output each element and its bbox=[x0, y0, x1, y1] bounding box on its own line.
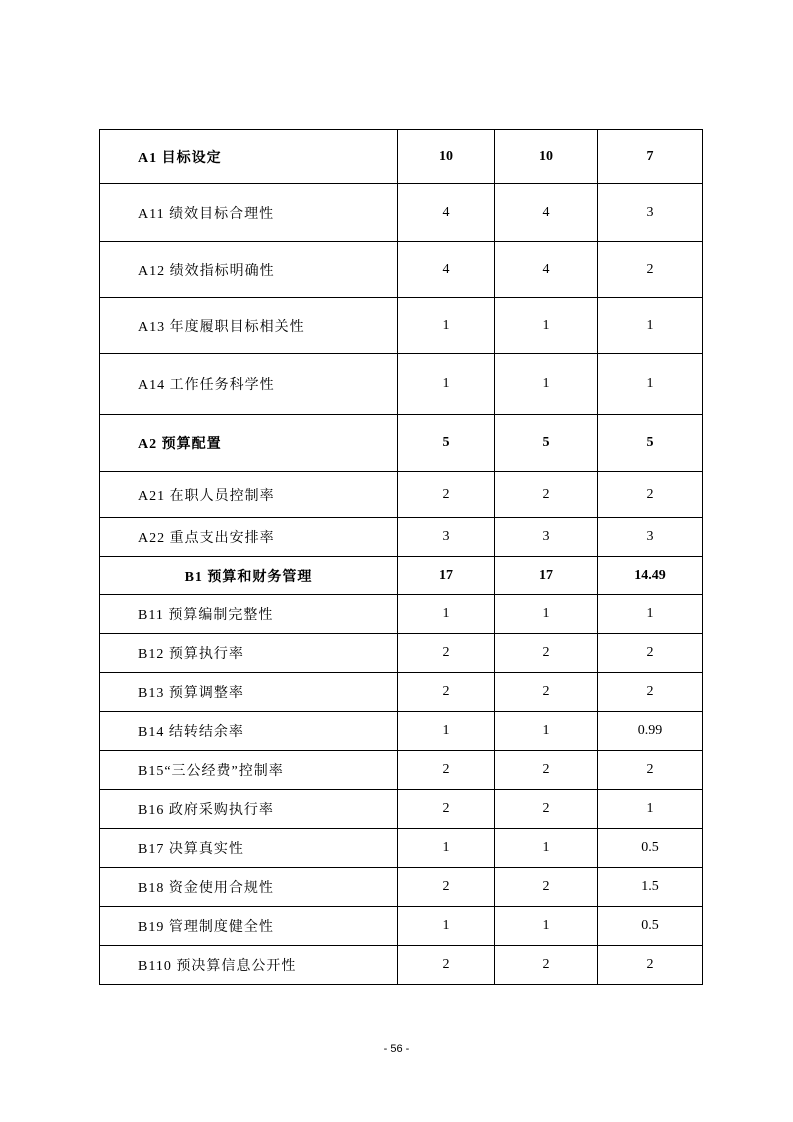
table-row bbox=[100, 790, 703, 829]
score-value-2: 10 bbox=[495, 130, 598, 184]
table-row bbox=[100, 751, 703, 790]
indicator-name: B14 结转结余率 bbox=[100, 712, 398, 751]
indicator-name: B15“三公经费”控制率 bbox=[100, 751, 398, 790]
indicator-name: B11 预算编制完整性 bbox=[100, 595, 398, 634]
table-row bbox=[100, 946, 703, 985]
table-row bbox=[100, 712, 703, 751]
score-value-3: 1.5 bbox=[598, 868, 703, 907]
table-row bbox=[100, 907, 703, 946]
score-value-2: 1 bbox=[495, 595, 598, 634]
score-value-2: 1 bbox=[495, 354, 598, 415]
score-value-3: 2 bbox=[598, 634, 703, 673]
indicator-name: A11 绩效目标合理性 bbox=[100, 184, 398, 242]
table-row bbox=[100, 242, 703, 298]
indicator-name: A13 年度履职目标相关性 bbox=[100, 298, 398, 354]
score-value-3: 2 bbox=[598, 673, 703, 712]
table-row bbox=[100, 184, 703, 242]
table-row bbox=[100, 130, 703, 184]
table-row bbox=[100, 518, 703, 557]
score-value-3: 2 bbox=[598, 242, 703, 298]
score-value-3: 1 bbox=[598, 790, 703, 829]
score-table bbox=[99, 129, 703, 985]
score-value-2: 4 bbox=[495, 184, 598, 242]
score-value-3: 2 bbox=[598, 751, 703, 790]
score-value-2: 2 bbox=[495, 673, 598, 712]
score-value-3: 0.99 bbox=[598, 712, 703, 751]
score-value-2: 2 bbox=[495, 472, 598, 518]
score-value-3: 2 bbox=[598, 472, 703, 518]
indicator-name: B19 管理制度健全性 bbox=[100, 907, 398, 946]
score-value-1: 4 bbox=[398, 242, 495, 298]
table-row bbox=[100, 298, 703, 354]
indicator-name: A2 预算配置 bbox=[100, 415, 398, 472]
score-value-3: 14.49 bbox=[598, 557, 703, 595]
score-value-2: 2 bbox=[495, 790, 598, 829]
indicator-name: B110 预决算信息公开性 bbox=[100, 946, 398, 985]
score-value-2: 1 bbox=[495, 829, 598, 868]
score-value-2: 2 bbox=[495, 634, 598, 673]
indicator-name: A1 目标设定 bbox=[100, 130, 398, 184]
score-value-1: 2 bbox=[398, 751, 495, 790]
score-value-2: 2 bbox=[495, 868, 598, 907]
indicator-name: A22 重点支出安排率 bbox=[100, 518, 398, 557]
score-value-2: 5 bbox=[495, 415, 598, 472]
score-value-3: 2 bbox=[598, 946, 703, 985]
score-value-1: 2 bbox=[398, 790, 495, 829]
table-row bbox=[100, 595, 703, 634]
table-row bbox=[100, 673, 703, 712]
score-value-3: 3 bbox=[598, 518, 703, 557]
table-row bbox=[100, 829, 703, 868]
page-number: - 56 - bbox=[383, 1043, 410, 1055]
score-value-1: 17 bbox=[398, 557, 495, 595]
score-value-3: 1 bbox=[598, 354, 703, 415]
indicator-name: B17 决算真实性 bbox=[100, 829, 398, 868]
score-value-1: 1 bbox=[398, 354, 495, 415]
indicator-name: B12 预算执行率 bbox=[100, 634, 398, 673]
score-value-1: 1 bbox=[398, 907, 495, 946]
score-value-1: 3 bbox=[398, 518, 495, 557]
score-value-2: 3 bbox=[495, 518, 598, 557]
score-value-1: 2 bbox=[398, 868, 495, 907]
score-value-2: 4 bbox=[495, 242, 598, 298]
indicator-name: B16 政府采购执行率 bbox=[100, 790, 398, 829]
score-value-2: 1 bbox=[495, 907, 598, 946]
indicator-name: B18 资金使用合规性 bbox=[100, 868, 398, 907]
score-value-1: 2 bbox=[398, 634, 495, 673]
score-value-1: 2 bbox=[398, 946, 495, 985]
table-row bbox=[100, 415, 703, 472]
score-value-3: 7 bbox=[598, 130, 703, 184]
indicator-name: B1 预算和财务管理 bbox=[100, 557, 398, 595]
score-value-1: 2 bbox=[398, 673, 495, 712]
score-value-3: 0.5 bbox=[598, 907, 703, 946]
score-value-1: 5 bbox=[398, 415, 495, 472]
table-row bbox=[100, 868, 703, 907]
score-value-2: 17 bbox=[495, 557, 598, 595]
indicator-name: A12 绩效指标明确性 bbox=[100, 242, 398, 298]
score-value-2: 1 bbox=[495, 712, 598, 751]
score-value-2: 2 bbox=[495, 751, 598, 790]
score-value-1: 2 bbox=[398, 472, 495, 518]
score-value-1: 10 bbox=[398, 130, 495, 184]
table-row bbox=[100, 634, 703, 673]
score-value-3: 1 bbox=[598, 298, 703, 354]
score-value-1: 1 bbox=[398, 829, 495, 868]
indicator-name: A21 在职人员控制率 bbox=[100, 472, 398, 518]
score-value-3: 3 bbox=[598, 184, 703, 242]
score-value-1: 1 bbox=[398, 298, 495, 354]
score-value-1: 4 bbox=[398, 184, 495, 242]
table-row bbox=[100, 354, 703, 415]
score-value-3: 0.5 bbox=[598, 829, 703, 868]
score-value-2: 2 bbox=[495, 946, 598, 985]
indicator-name: B13 预算调整率 bbox=[100, 673, 398, 712]
score-value-3: 1 bbox=[598, 595, 703, 634]
score-value-1: 1 bbox=[398, 595, 495, 634]
score-value-2: 1 bbox=[495, 298, 598, 354]
indicator-name: A14 工作任务科学性 bbox=[100, 354, 398, 415]
table-row bbox=[100, 557, 703, 595]
table-row bbox=[100, 472, 703, 518]
score-value-1: 1 bbox=[398, 712, 495, 751]
score-value-3: 5 bbox=[598, 415, 703, 472]
